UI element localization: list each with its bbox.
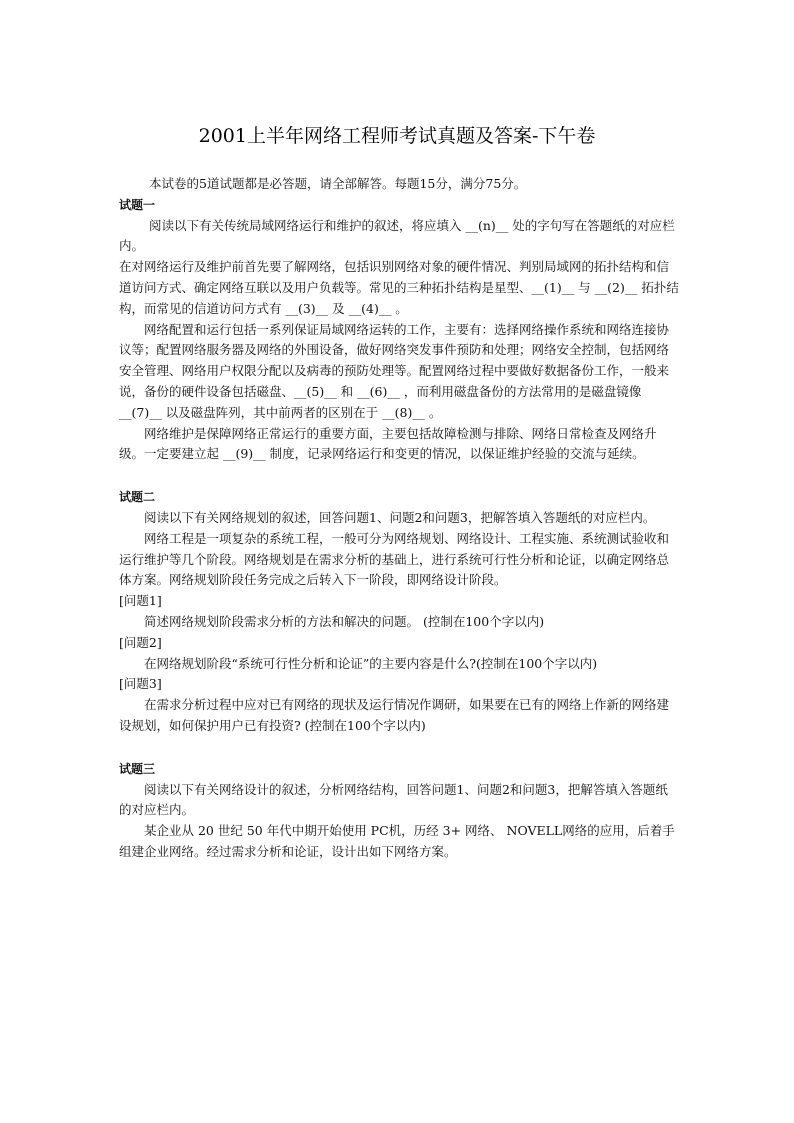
section-2-paragraph-1: 网络工程是一项复杂的系统工程，一般可分为网络规划、网络设计、工程实施、系统测试验收和运行维护等几个阶段。网络规划是在需求分析的基础上，进行系统可行性分析和论证，以确定网络总体方案。网络规划阶段任务完成之后转入下一阶段，即网络设计阶段。 [119,530,670,588]
question-1-text: 简述网络规划阶段需求分析的方法和解决的问题。 (控制在100个字以内) [144,613,545,629]
section-3-heading: 试题三 [119,761,156,776]
question-2-label: [问题2] [119,634,162,650]
question-3-label: [问题3] [119,676,162,692]
section-3-lead: 阅读以下有关网络设计的叙述，分析网络结构，回答问题1、问题2和问题3，把解答填入答题纸的对应栏内。 [119,781,668,818]
section-gap [119,465,679,487]
question-1-label: [问题1] [119,593,162,609]
section-gap [119,737,679,759]
page-title: 2001上半年网络工程师考试真题及答案-下午卷 [198,125,596,147]
section-1-paragraph-1: 在对网络运行及维护前首先要了解网络，包括识别网络对象的硬件情况、判别局域网的拓扑结构和信道访问方式、确定网络互联以及用户负载等。常见的三种拓扑结构是星型、__(1)__ 与 __(2)__ 拓扑结构，而常见的信道访问方式有 __(3)__ 及 __(4)__ 。 [119,259,679,316]
section-1-lead: 阅读以下有关传统局域网络运行和维护的叙述，将应填入 __(n)__ 处的字句写在答题纸的对应栏内。 [119,217,675,254]
section-1-paragraph-3: 网络维护是保障网络正常运行的重要方面，主要包括故障检测与排除、网络日常检查及网络升级。一定要建立起 __(9)__ 制度，记录网络运行和变更的情况，以保证维护经验的交流与延续。 [119,425,657,462]
section-3-paragraph-1: 某企业从 20 世纪 50 年代中期开始使用 PC机，历经 3+ 网络、 NOVELL网络的应用，后着手组建企业网络。经过需求分析和论证，设计出如下网络方案。 [119,823,675,859]
question-2-text: 在网络规划阶段“系统可行性分析和论证”的主要内容是什么?(控制在100个字以内) [144,655,598,671]
intro-paragraph: 本试卷的5道试题都是必答题，请全部解答。每题15分，满分75分。 [149,176,527,191]
section-1-paragraph-2: 网络配置和运行包括一系列保证局域网络运转的工作，主要有：选择网络操作系统和网络连接协议等；配置网络服务器及网络的外围设备，做好网络突发事件预防和处理；网络安全控制，包括网络安全管理、网络用户权限分配以及病毒的预防处理等。配置网络过程中要做好数据备份工作，一般来说，备份的硬件设备包括磁盘、__(5)__ 和 __(6)__ ，而利用磁盘备份的方法常用的是磁盘镜像 __(7)__ 以及磁盘阵列，其中前两者的区别在于 __(8)__ 。 [119,321,670,420]
document-body [119,174,679,863]
section-1-heading: 试题一 [119,197,156,212]
question-3-text: 在需求分析过程中应对已有网络的现状及运行情况作调研，如果要在已有的网络上作新的网络建设规划，如何保护用户已有投资? (控制在100个字以内) [119,697,670,733]
section-2-lead: 阅读以下有关网络规划的叙述，回答问题1、问题2和问题3，把解答填入答题纸的对应栏内。 [144,509,656,525]
section-2-heading: 试题二 [119,490,156,505]
